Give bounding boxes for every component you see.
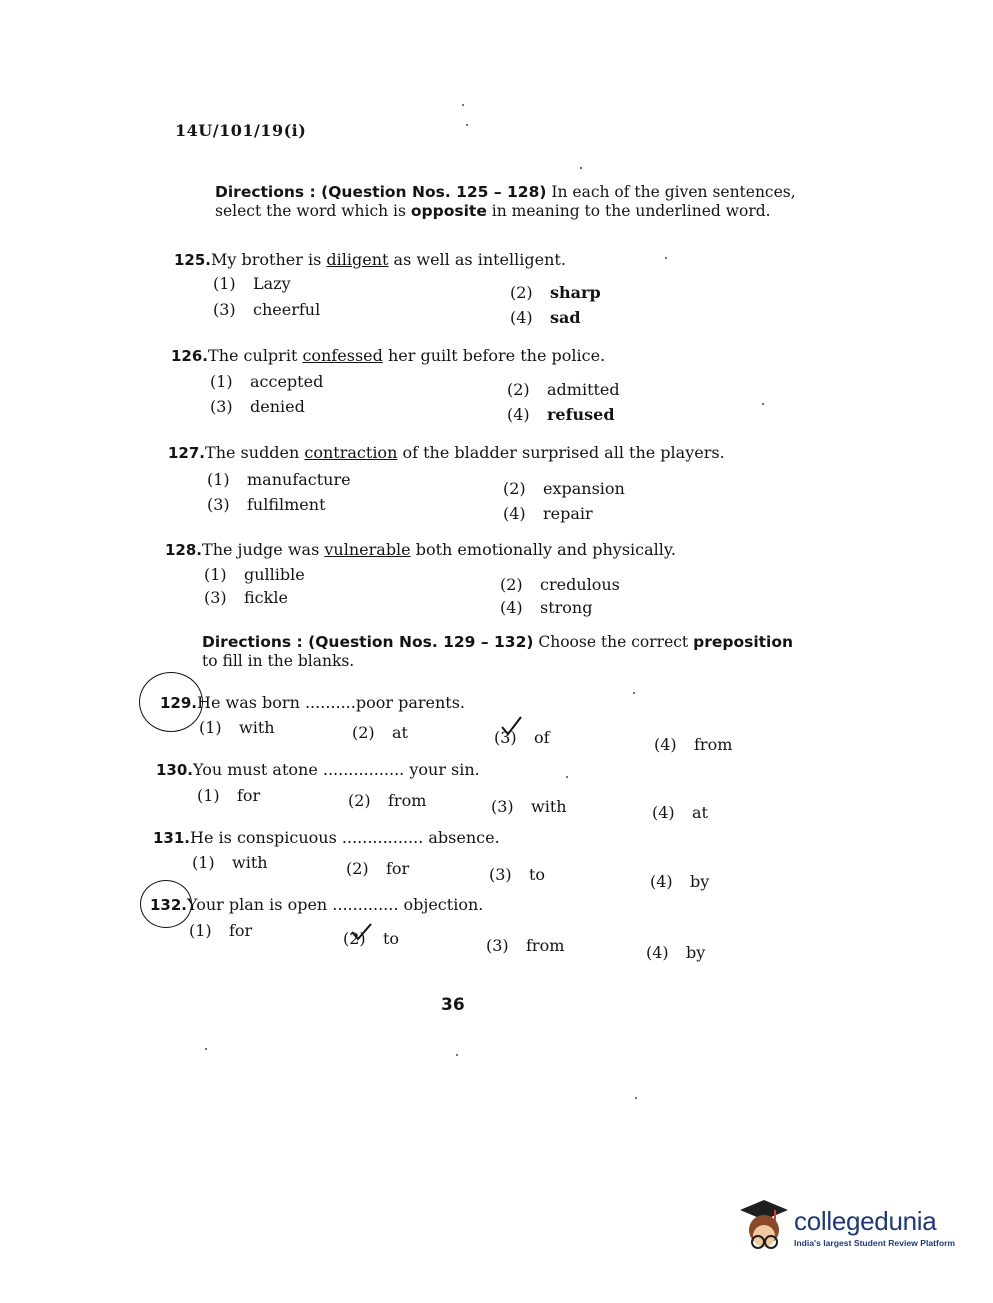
scan-speck	[762, 403, 764, 405]
option	[192, 853, 268, 872]
option-number: (3)	[486, 936, 509, 955]
option-text: fulfilment	[247, 495, 326, 514]
option-text: of	[534, 728, 550, 747]
option	[189, 921, 252, 940]
question-125	[174, 250, 566, 269]
question-text: My brother is	[211, 250, 327, 269]
scan-speck	[633, 692, 635, 694]
option-number: (4)	[652, 803, 675, 822]
directions-tail: to fill in the blanks.	[202, 652, 355, 670]
option-number: (4)	[503, 504, 526, 523]
option	[204, 588, 288, 607]
option-text: for	[386, 859, 410, 878]
option-number: (1)	[207, 470, 230, 489]
option-number: (3)	[204, 588, 227, 607]
scan-speck	[635, 1097, 637, 1099]
directions-emphasis: preposition	[693, 633, 794, 651]
question-text-end: her guilt before the police.	[382, 346, 606, 365]
option-number: (2)	[510, 283, 533, 302]
option-text: credulous	[540, 575, 620, 594]
option-text: denied	[250, 397, 305, 416]
question-132	[150, 895, 483, 914]
option-text: gullible	[244, 565, 305, 584]
option	[646, 943, 705, 962]
question-text: The culprit	[208, 346, 303, 365]
option	[348, 791, 426, 810]
option-text: with	[239, 718, 275, 737]
option-number: (4)	[650, 872, 673, 891]
option-number: (4)	[510, 308, 533, 327]
option-number: (1)	[204, 565, 227, 584]
option	[210, 397, 305, 416]
scan-speck	[580, 167, 582, 169]
option-number: (3)	[491, 797, 514, 816]
question-text: The sudden	[205, 443, 305, 462]
option	[507, 405, 615, 424]
option-number: (2)	[346, 859, 369, 878]
option	[503, 504, 593, 523]
option-number: (3)	[494, 728, 517, 747]
option-number: (2)	[507, 380, 530, 399]
question-number: 129.	[160, 694, 198, 712]
tick-mark-icon	[500, 715, 522, 737]
option	[491, 797, 567, 816]
option	[207, 495, 326, 514]
option-number: (3)	[489, 865, 512, 884]
page-number: 36	[441, 995, 465, 1015]
scan-speck	[205, 1048, 207, 1050]
question-text: He was born ..........poor parents.	[197, 693, 465, 712]
option-number: (2)	[352, 723, 375, 742]
question-text: Your plan is open ............. objection.	[187, 895, 484, 914]
option-number: (3)	[207, 495, 230, 514]
option-number: (1)	[197, 786, 220, 805]
brand-tagline: India's largest Student Review Platform	[794, 1238, 956, 1248]
question-number: 132.	[150, 896, 188, 914]
question-131	[153, 828, 500, 847]
option	[510, 308, 581, 327]
option	[507, 380, 620, 399]
option	[199, 718, 275, 737]
question-number: 128.	[165, 541, 203, 559]
option	[346, 859, 409, 878]
option-text: sad	[550, 308, 581, 327]
option-number: (3)	[213, 300, 236, 319]
option-text: for	[237, 786, 261, 805]
underlined-word: contraction	[304, 443, 398, 462]
directions-tail: in meaning to the underlined word.	[486, 202, 771, 220]
question-number: 126.	[171, 347, 209, 365]
option	[197, 786, 260, 805]
option-text: from	[694, 735, 733, 754]
question-text: He is conspicuous ................ absence.	[190, 828, 500, 847]
option-number: (2)	[503, 479, 526, 498]
option	[503, 479, 625, 498]
question-text-end: of the bladder surprised all the players.	[397, 443, 725, 462]
question-127	[168, 443, 725, 462]
mascot-icon	[738, 1198, 790, 1254]
underlined-word: confessed	[302, 346, 383, 365]
option-text: repair	[543, 504, 593, 523]
directions-heading: Directions : (Question Nos. 125 – 128)	[215, 183, 547, 201]
paper-code: 14U/101/19(i)	[175, 121, 307, 140]
directions-antonyms	[215, 183, 805, 221]
option-text: Lazy	[253, 274, 291, 293]
tick-mark-icon	[350, 920, 372, 942]
underlined-word: diligent	[326, 250, 389, 269]
option-number: (2)	[500, 575, 523, 594]
option-text: admitted	[547, 380, 620, 399]
option-text: for	[229, 921, 253, 940]
option-text: from	[388, 791, 427, 810]
option-text: sharp	[550, 283, 601, 302]
option-text: expansion	[543, 479, 625, 498]
brand-name: collegedunia	[794, 1206, 937, 1236]
option-text: with	[531, 797, 567, 816]
question-text: You must atone ................ your sin.	[193, 760, 480, 779]
question-text-end: as well as intelligent.	[388, 250, 566, 269]
question-130	[156, 760, 480, 779]
option-text: refused	[547, 405, 615, 424]
option-text: with	[232, 853, 268, 872]
option-number: (4)	[500, 598, 523, 617]
scan-speck	[466, 124, 468, 126]
option-number: (4)	[654, 735, 677, 754]
directions-text: In each of the given sentences, select the word which is	[215, 183, 796, 220]
question-129	[160, 693, 465, 712]
scan-speck	[665, 257, 667, 259]
option	[204, 565, 305, 584]
scan-speck	[566, 776, 568, 778]
directions-prepositions	[202, 633, 802, 671]
question-126	[171, 346, 605, 365]
option-number: (1)	[213, 274, 236, 293]
option-number: (3)	[210, 397, 233, 416]
option	[213, 274, 291, 293]
option-number: (1)	[189, 921, 212, 940]
option-text: at	[692, 803, 708, 822]
option	[510, 283, 601, 302]
option-text: to	[529, 865, 546, 884]
question-number: 125.	[174, 251, 212, 269]
underlined-word: vulnerable	[324, 540, 411, 559]
option	[207, 470, 351, 489]
scan-speck	[456, 1054, 458, 1056]
option	[650, 872, 709, 891]
collegedunia-logo	[738, 1198, 968, 1258]
scan-speck	[462, 104, 464, 106]
option-text: cheerful	[253, 300, 321, 319]
option-text: by	[686, 943, 706, 962]
option-number: (4)	[507, 405, 530, 424]
directions-text: Choose the correct	[533, 633, 694, 651]
option-number: (1)	[192, 853, 215, 872]
option-number: (2)	[343, 929, 366, 948]
question-128	[165, 540, 676, 559]
option-text: fickle	[244, 588, 288, 607]
option-text: to	[383, 929, 400, 948]
question-text: The judge was	[202, 540, 325, 559]
option	[352, 723, 408, 742]
option	[210, 372, 323, 391]
question-text-end: both emotionally and physically.	[410, 540, 676, 559]
option	[500, 598, 592, 617]
option-text: manufacture	[247, 470, 351, 489]
directions-heading: Directions : (Question Nos. 129 – 132)	[202, 633, 534, 651]
option-text: by	[690, 872, 710, 891]
option	[652, 803, 708, 822]
option	[489, 865, 545, 884]
option-number: (4)	[646, 943, 669, 962]
option-text: strong	[540, 598, 593, 617]
option	[486, 936, 564, 955]
directions-emphasis: opposite	[410, 202, 487, 220]
question-number: 127.	[168, 444, 206, 462]
question-number: 131.	[153, 829, 191, 847]
option	[500, 575, 620, 594]
option	[654, 735, 732, 754]
option-text: accepted	[250, 372, 324, 391]
option-number: (1)	[210, 372, 233, 391]
option	[213, 300, 320, 319]
option-number: (2)	[348, 791, 371, 810]
option-number: (1)	[199, 718, 222, 737]
question-number: 130.	[156, 761, 194, 779]
option-text: from	[526, 936, 565, 955]
option-text: at	[392, 723, 408, 742]
